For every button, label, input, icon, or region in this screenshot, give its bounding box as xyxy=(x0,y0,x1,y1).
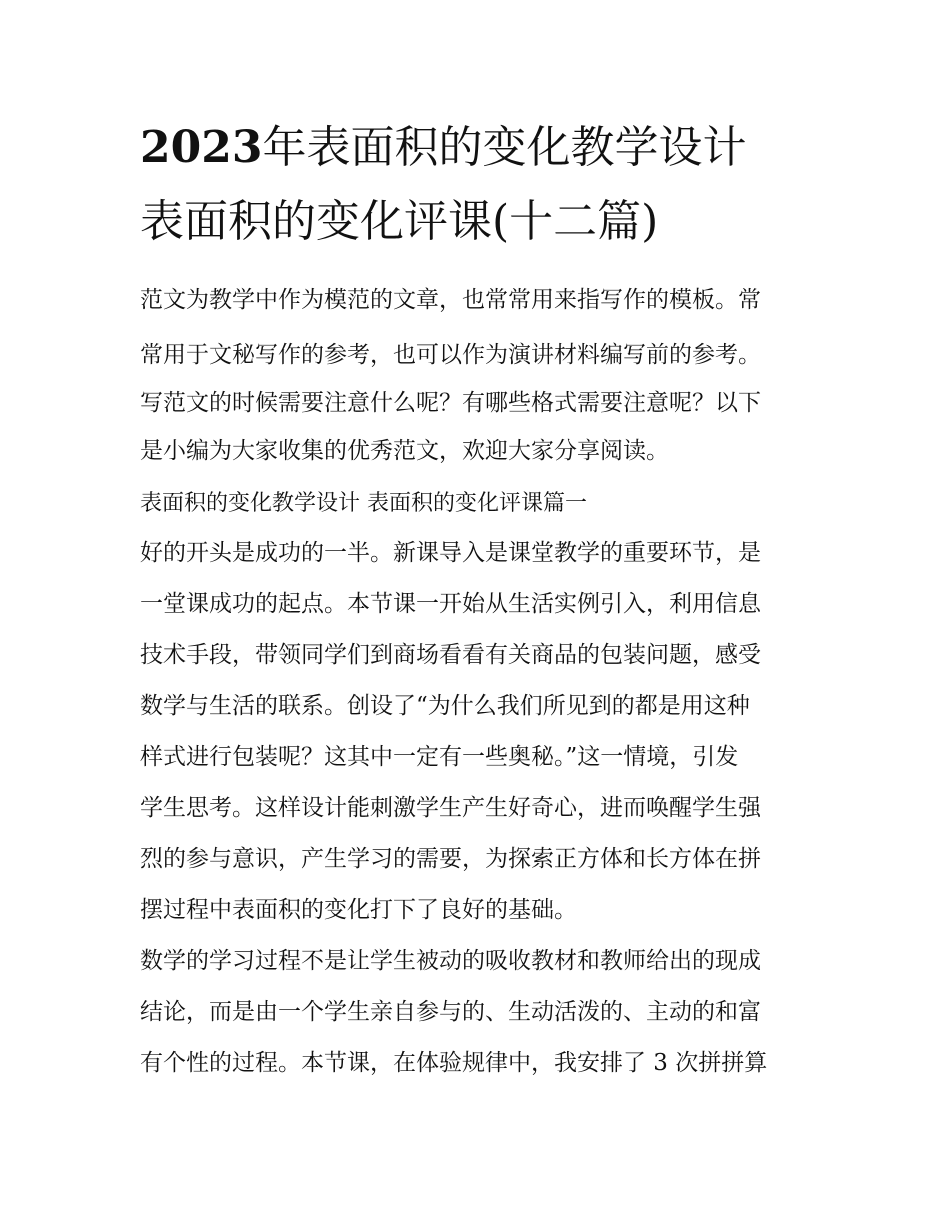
title-line-2: 表面积的变化评课(十二篇) xyxy=(140,196,659,247)
body-line: 好的开头是成功的一半。新课导入是课堂教学的重要环节，是 xyxy=(140,540,761,566)
body-line: 写范文的时候需要注意什么呢？有哪些格式需要注意呢？以下 xyxy=(140,390,761,416)
section-heading: 表面积的变化教学设计 表面积的变化评课篇一 xyxy=(140,491,587,516)
body-line: 数学与生活的联系。创设了“为什么我们所见到的都是用这种 xyxy=(140,693,750,719)
body-line: 样式进行包装呢？这其中一定有一些奥秘。”这一情境，引发 xyxy=(140,744,739,770)
body-line: 摆过程中表面积的变化打下了良好的基础。 xyxy=(140,897,577,923)
body-line: 学生思考。这样设计能刺激学生产生好奇心，进而唤醒学生强 xyxy=(140,795,761,821)
body-line: 常用于文秘写作的参考，也可以作为演讲材料编写前的参考。 xyxy=(140,342,761,368)
body-line: 烈的参与意识，产生学习的需要，为探索正方体和长方体在拼 xyxy=(140,846,761,872)
body-line: 数学的学习过程不是让学生被动的吸收教材和教师给出的现成 xyxy=(140,948,761,974)
body-line: 是小编为大家收集的优秀范文，欢迎大家分享阅读。 xyxy=(140,438,669,464)
title-year: 2023 xyxy=(140,122,263,173)
body-line: 范文为教学中作为模范的文章，也常常用来指写作的模板。常 xyxy=(140,287,761,313)
body-line: 技术手段，带领同学们到商场看看有关商品的包装问题，感受 xyxy=(140,642,761,668)
body-line: 结论，而是由一个学生亲自参与的、生动活泼的、主动的和富 xyxy=(140,999,761,1025)
body-line: 一堂课成功的起点。本节课一开始从生活实例引入，利用信息 xyxy=(140,591,761,617)
body-line: 有个性的过程。本节课，在体验规律中，我安排了 3 次拼拼算 xyxy=(140,1050,768,1076)
title-line-1 xyxy=(140,112,820,184)
title-line-1-text: 年表面积的变化教学设计 xyxy=(262,122,747,173)
